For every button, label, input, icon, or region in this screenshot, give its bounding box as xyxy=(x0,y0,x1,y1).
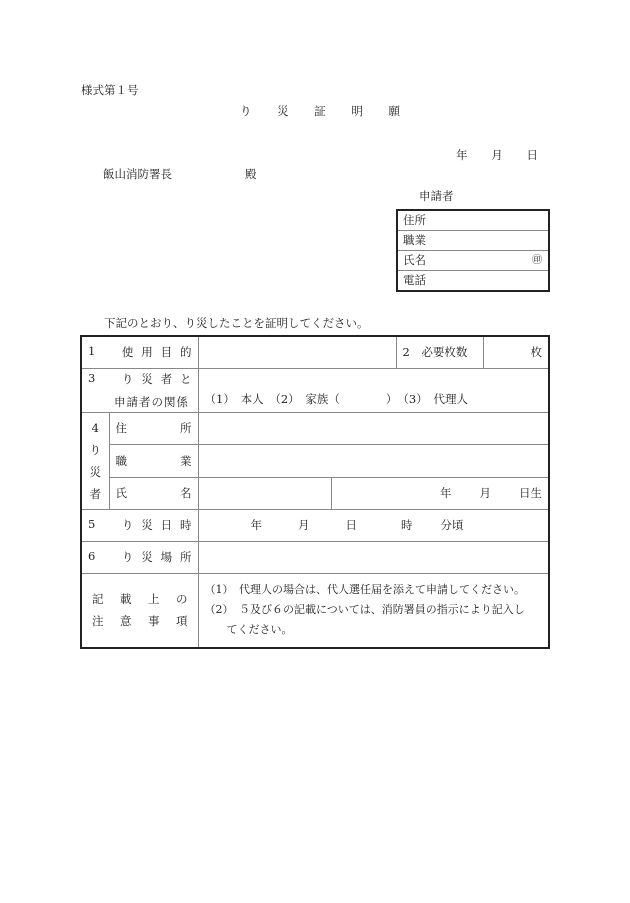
purpose-input[interactable] xyxy=(198,336,396,368)
addressee-suffix: 殿 xyxy=(245,167,257,181)
intro-text: 下記のとおり、り災したことを証明してください。 xyxy=(104,316,369,330)
field-label: 住所 xyxy=(403,213,426,227)
copies-input[interactable] xyxy=(483,336,549,368)
form-number: 様式第１号 xyxy=(81,83,139,97)
row-victim-address xyxy=(81,412,549,444)
row-notes xyxy=(81,573,549,648)
title-char: 災 xyxy=(277,104,289,118)
copies-label: 2 必要枚数 xyxy=(396,336,483,368)
victim-name-label: 氏 名 xyxy=(109,477,198,509)
date-line xyxy=(456,147,538,163)
applicant-phone-field[interactable] xyxy=(398,270,548,290)
victim-occupation-label: 職 業 xyxy=(109,444,198,477)
row-victim-name xyxy=(81,477,549,509)
victim-occupation-input[interactable] xyxy=(198,444,549,477)
disaster-datetime-label: 5 り 災 日 時 xyxy=(81,509,198,541)
row-relationship xyxy=(81,368,549,412)
field-label: 職業 xyxy=(403,233,426,247)
seal-icon: ㊞ xyxy=(532,255,542,266)
copies-unit: 枚 xyxy=(530,345,542,360)
field-label: 氏名 xyxy=(403,253,426,267)
victim-birthdate-input[interactable]: 年 月 日生 xyxy=(331,477,549,509)
applicant-address-field[interactable] xyxy=(398,211,548,230)
notes-content xyxy=(198,573,549,648)
title-char: 証 xyxy=(314,104,326,118)
note-item: てください。 xyxy=(204,623,293,637)
applicant-occupation-field[interactable] xyxy=(398,230,548,250)
row-disaster-datetime xyxy=(81,509,549,541)
disaster-place-label: 6 り 災 場 所 xyxy=(81,541,198,573)
row-disaster-place xyxy=(81,541,549,573)
notes-label: 記 載 上 の 注 意 事 項 xyxy=(81,573,198,648)
note-item: （1） 代理人の場合は、代人選任届を添えて申請してください。 xyxy=(204,583,525,597)
document-title xyxy=(240,103,400,119)
victim-address-label: 住 所 xyxy=(109,412,198,444)
applicant-label: 申請者 xyxy=(419,189,454,203)
disaster-datetime-input[interactable]: 年 月 日 時 分頃 xyxy=(198,509,549,541)
date-year: 年 xyxy=(456,148,468,162)
title-char: 明 xyxy=(351,104,363,118)
field-label: 電話 xyxy=(403,273,426,287)
applicant-name-field[interactable] xyxy=(398,250,548,270)
applicant-box xyxy=(396,209,550,292)
title-char: 願 xyxy=(388,104,400,118)
victim-group-label: 4 り 災 者 xyxy=(81,412,109,509)
relationship-label: 3 り 災 者 と 申請者の関係 xyxy=(81,368,198,412)
note-item: （2） ５及び６の記載については、消防署員の指示により記入し xyxy=(204,603,525,617)
victim-name-input[interactable] xyxy=(198,477,331,509)
purpose-label: 1 使 用 目 的 xyxy=(81,336,198,368)
date-day: 日 xyxy=(526,148,538,162)
certificate-table xyxy=(80,335,550,649)
title-char: り xyxy=(240,104,252,118)
disaster-place-input[interactable] xyxy=(198,541,549,573)
date-month: 月 xyxy=(491,148,503,162)
row-purpose xyxy=(81,336,549,368)
relationship-options[interactable]: （1） 本人 （2） 家族（ ） （3） 代理人 xyxy=(198,368,549,412)
addressee: 飯山消防署長 xyxy=(103,167,172,181)
victim-address-input[interactable] xyxy=(198,412,549,444)
row-victim-occupation xyxy=(81,444,549,477)
